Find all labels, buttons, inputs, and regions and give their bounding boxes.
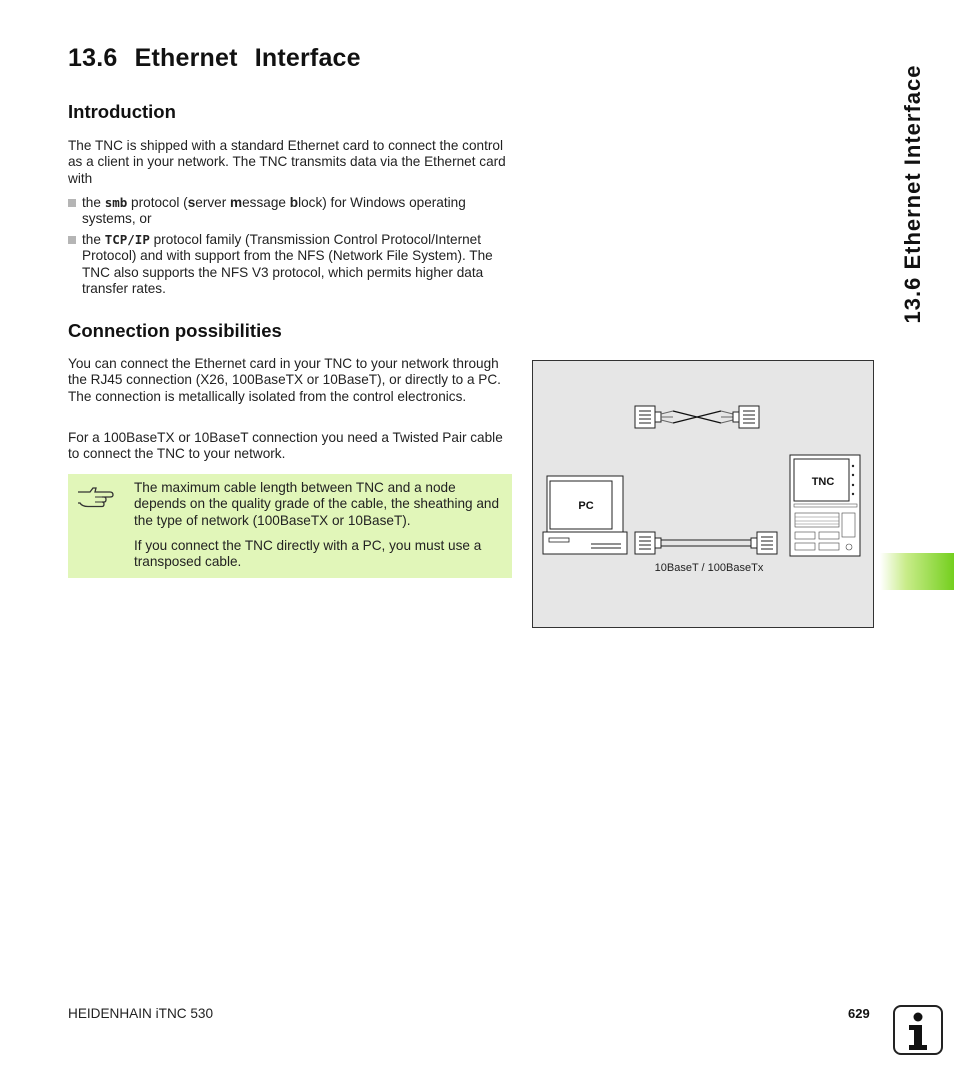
bullet-text: essage (242, 195, 290, 210)
cable-label: 10BaseT / 100BaseTx (654, 562, 764, 574)
note-box (68, 474, 512, 578)
introduction-heading: Introduction (68, 101, 176, 122)
bullet-prefix: the (82, 195, 101, 210)
bold-letter: b (289, 195, 299, 210)
introduction-paragraph: The TNC is shipped with a standard Ethernet card to connect the control as a client in your network. The TNC transmits data via the Ethernet card with (68, 138, 506, 186)
connection-paragraph-1: You can connect the Ethernet card in your TNC to your network through the RJ45 connection (X26, 100BaseTX or 10BaseT), or directly to a PC. The connection is metallically isolated from the control electronics. (68, 356, 501, 404)
page-number: 629 (848, 1006, 870, 1021)
list-item (68, 195, 514, 228)
side-title (888, 44, 938, 344)
side-title-text: 13.6 Ethernet Interface (900, 64, 925, 324)
connection-heading: Connection possibilities (68, 320, 282, 341)
chapter-tab (880, 553, 954, 590)
info-icon (893, 1005, 943, 1055)
bullet-text: protocol ( (131, 195, 188, 210)
straight-cable-icon (635, 532, 777, 554)
pc-label: PC (578, 500, 594, 512)
code-tcpip: TCP/IP (104, 232, 150, 247)
bold-letter: m (230, 195, 243, 210)
pc-computer-icon (543, 476, 627, 554)
tnc-label: TNC (811, 476, 835, 488)
bullet-text: lock) for Windows operating systems, or (82, 195, 466, 227)
note-text-2: If you connect the TNC directly with a PC, you must use a transposed cable. (134, 538, 482, 570)
list-item (68, 232, 514, 298)
bullet-text: protocol family (Transmission Control Protocol/Internet Protocol) and with support from the NFS (Network File System). The TNC also supports the NFS V3 protocol, which permits higher data transfer rates. (82, 232, 493, 297)
tnc-control-icon (790, 455, 860, 556)
code-smb: smb (104, 195, 128, 210)
bullet-text: erver (195, 195, 231, 210)
page-title: 13.6 Ethernet Interface (68, 44, 361, 72)
bullet-square-icon (68, 199, 76, 207)
pointing-hand-icon (76, 484, 114, 510)
bullet-prefix: the (82, 232, 101, 247)
crossed-cable-connector-icon (635, 406, 759, 428)
bold-letter: s (187, 195, 196, 210)
connection-diagram (533, 361, 873, 627)
connection-figure (532, 360, 874, 628)
connection-paragraph-2: For a 100BaseTX or 10BaseT connection you need a Twisted Pair cable to connect the TNC to your network. (68, 430, 503, 462)
note-text-1: The maximum cable length between TNC and a node depends on the quality grade of the cable, the sheathing and the type of network (100BaseTX or 10BaseT). (134, 480, 500, 528)
bullet-square-icon (68, 236, 76, 244)
footer-product: HEIDENHAIN iTNC 530 (68, 1006, 214, 1021)
